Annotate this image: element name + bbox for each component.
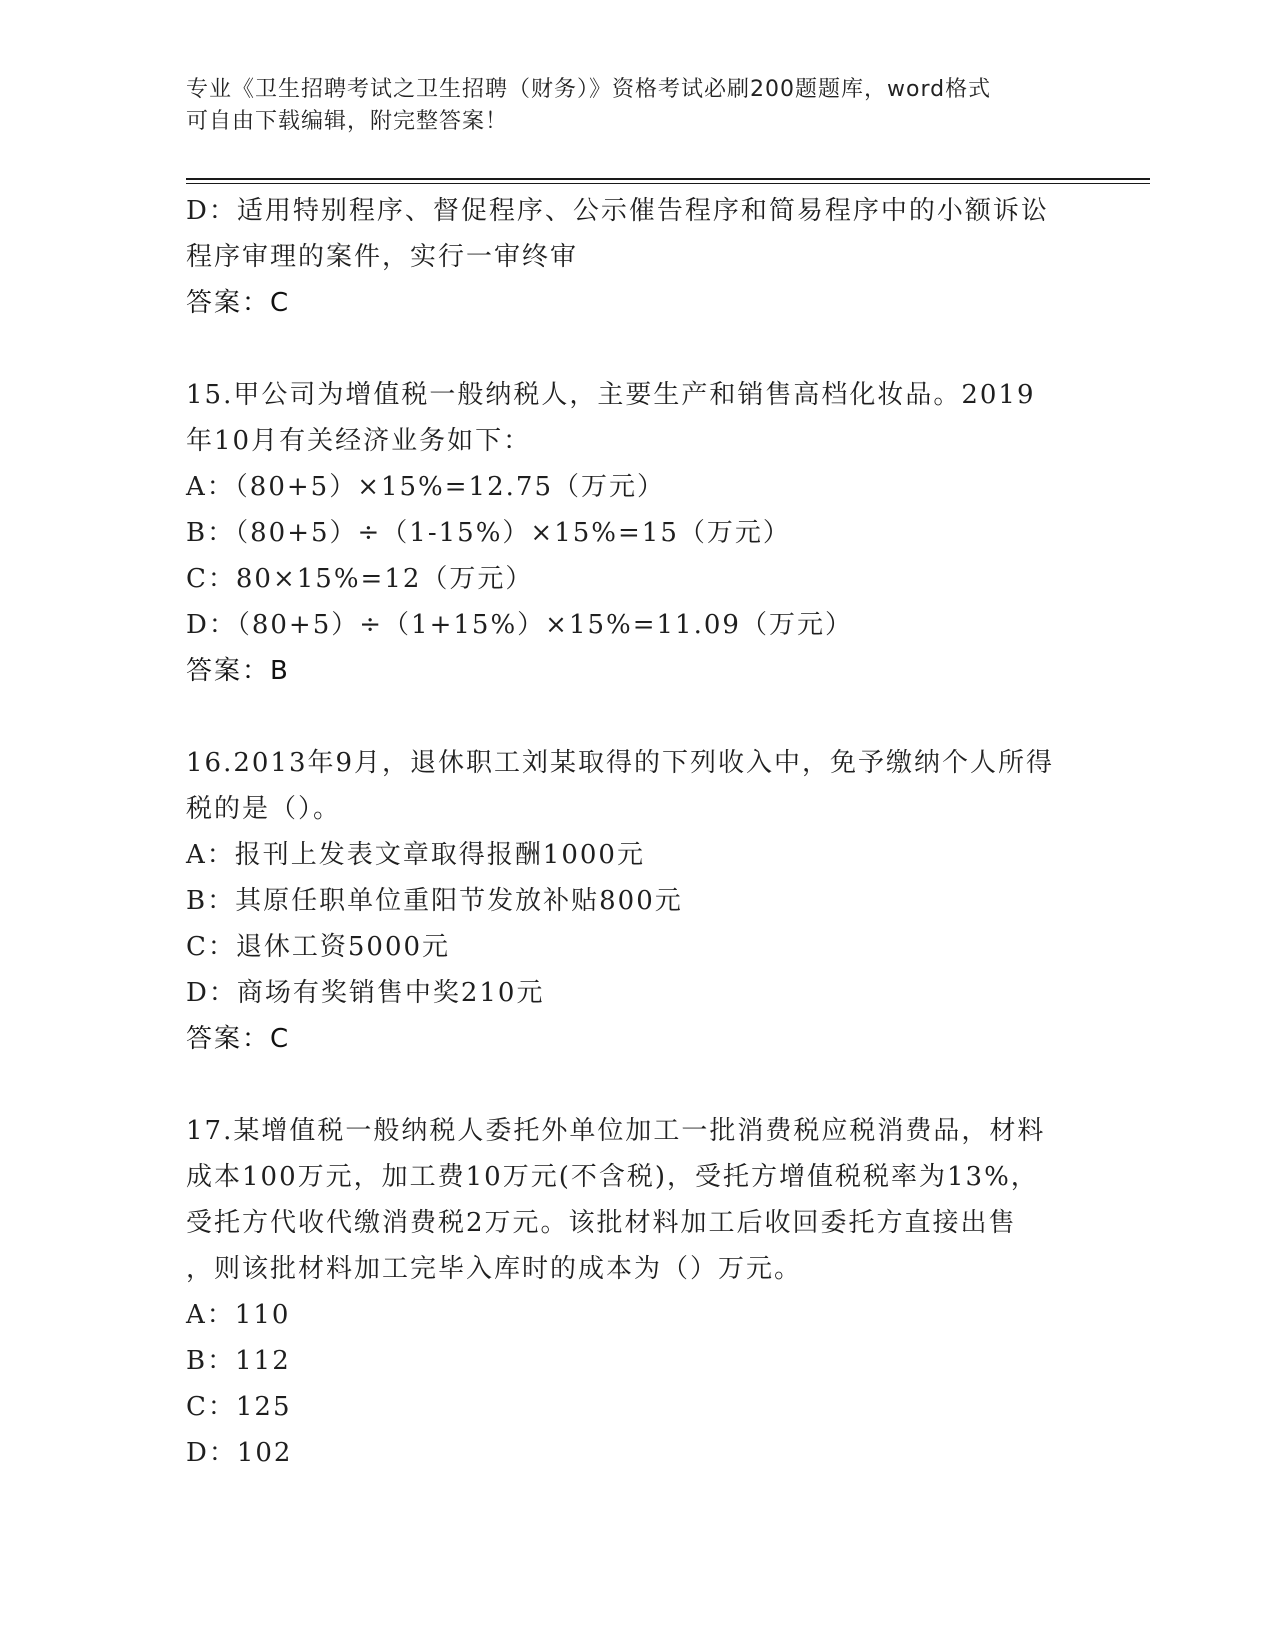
- question-stem-line: 成本100万元，加工费10万元(不含税)，受托方增值税税率为13%，: [186, 1162, 1039, 1192]
- option-b: B：（80+5）÷（1-15%）×15%=15（万元）: [186, 518, 791, 548]
- option-c: C：125: [186, 1392, 292, 1422]
- option-a: A：（80+5）×15%=12.75（万元）: [186, 472, 665, 502]
- option-d: D：102: [186, 1438, 293, 1468]
- option-a: A：110: [186, 1300, 291, 1330]
- question-stem-line: 年10月有关经济业务如下：: [186, 426, 532, 456]
- question-list: [186, 188, 1086, 1476]
- document-header: [186, 74, 1086, 138]
- question-stem-line: 15.甲公司为增值税一般纳税人，主要生产和销售高档化妆品。2019: [186, 380, 1036, 410]
- option-d: D：（80+5）÷（1+15%）×15%=11.09（万元）: [186, 610, 853, 640]
- question-stem-line: 16.2013年9月，退休职工刘某取得的下列收入中，免予缴纳个人所得: [186, 748, 1055, 778]
- option-d: D：商场有奖销售中奖210元: [186, 978, 545, 1008]
- answer-label: 答案：B: [186, 656, 290, 686]
- option-c: C：退休工资5000元: [186, 932, 451, 962]
- question-15: [186, 372, 1086, 694]
- header-line-2: 可自由下载编辑，附完整答案！: [186, 109, 509, 134]
- header-divider-thick: [186, 178, 1150, 180]
- question-stem-line: ，则该批材料加工完毕入库时的成本为（）万元。: [186, 1254, 803, 1284]
- option-a: A：报刊上发表文章取得报酬1000元: [186, 840, 645, 870]
- option-b: B：112: [186, 1346, 291, 1376]
- question-stem-line: 受托方代收代缴消费税2万元。该批材料加工后收回委托方直接出售: [186, 1208, 1017, 1238]
- option-d-line-1: D：适用特别程序、督促程序、公示催告程序和简易程序中的小额诉讼: [186, 196, 1049, 226]
- answer-label: 答案：C: [186, 1024, 291, 1054]
- option-c: C：80×15%=12（万元）: [186, 564, 534, 594]
- question-14-tail: [186, 188, 1086, 326]
- question-17: [186, 1108, 1086, 1476]
- question-16: [186, 740, 1086, 1062]
- question-stem-line: 17.某增值税一般纳税人委托外单位加工一批消费税应税消费品，材料: [186, 1116, 1046, 1146]
- question-stem-line: 税的是（）。: [186, 794, 342, 824]
- header-line-1: 专业《卫生招聘考试之卫生招聘（财务）》资格考试必刷200题题库，word格式: [186, 77, 992, 102]
- header-divider-thin: [186, 183, 1150, 184]
- answer-label: 答案：C: [186, 288, 291, 318]
- option-b: B：其原任职单位重阳节发放补贴800元: [186, 886, 683, 916]
- option-d-line-2: 程序审理的案件，实行一审终审: [186, 242, 579, 272]
